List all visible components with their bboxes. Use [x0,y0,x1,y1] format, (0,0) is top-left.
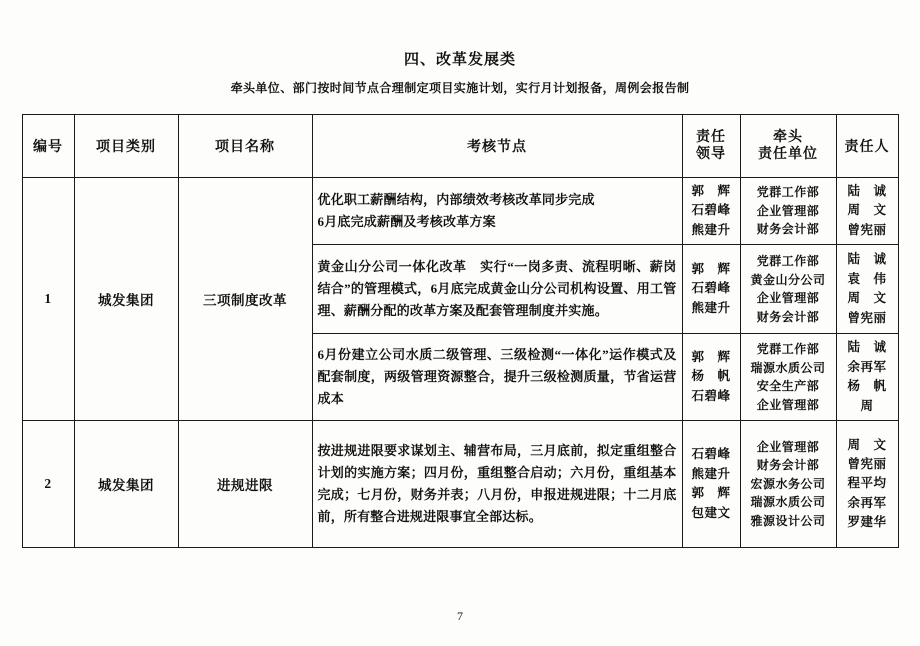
cell-unit [740,178,836,245]
unit-name: 党群工作部 [756,341,820,356]
cell-unit [740,421,836,548]
person-name: 袁 伟 [847,271,887,286]
person-name: 曾宪丽 [847,310,887,325]
leader-name: 郭 辉 [691,350,731,365]
unit-name: 企业管理部 [756,439,820,454]
person-name: 周 文 [847,203,887,218]
person-name: 余再军 [847,495,887,510]
cell-node: 按进规进限要求谋划主、辅营布局，三月底前，拟定重组整合计划的实施方案；四月份，重组整合启动；六月份，重组基本完成；七月份，财务并表；八月份，申报进规进限；十二月底前，所有整合进规进限事宜全部达标。 [312,421,682,548]
leader-name: 熊建升 [691,222,731,237]
person-name: 陆 诚 [847,184,887,198]
person-name: 曾宪丽 [847,457,887,472]
unit-name: 雅源设计公司 [750,514,826,529]
page-title: 四、改革发展类 [403,52,516,68]
table-body [22,178,898,548]
leader-name: 郭 辉 [691,262,731,277]
cell-leader [682,245,740,334]
cell-category: 城发集团 [74,421,178,548]
unit-name: 财务会计部 [756,458,820,473]
unit-name: 财务会计部 [756,309,820,324]
person-name: 罗建华 [847,515,887,530]
leader-name: 郭 辉 [691,184,731,198]
cell-project-name: 进规进限 [178,421,312,548]
cell-leader [682,421,740,548]
cell-person [836,421,898,548]
cell-leader [682,178,740,245]
cell-project-name: 三项制度改革 [178,178,312,421]
cell-num: 1 [22,178,74,421]
leader-name: 石碧峰 [691,388,731,403]
person-name: 周 文 [847,291,887,306]
cell-node: 6月份建立公司水质二级管理、三级检测“一体化”运作模式及配套制度，两级管理资源整合，提升三级检测质量，节省运营成本 [312,334,682,421]
page-subtitle: 牵头单位、部门按时间节点合理制定项目实施计划，实行月计划报备，周例会报告制 [230,81,690,95]
cell-node: 优化职工薪酬结构，内部绩效考核改革同步完成 6月底完成薪酬及考核改革方案 [312,178,682,245]
header-unit-line2: 责任单位 [758,147,818,162]
unit-name: 党群工作部 [756,185,820,200]
header-person: 责任人 [836,115,898,178]
header-category: 项目类别 [74,115,178,178]
header-num: 编号 [22,115,74,178]
unit-name: 宏源水务公司 [750,476,826,491]
person-name: 陆 诚 [847,340,887,355]
cell-category: 城发集团 [74,178,178,421]
unit-name: 瑞源水质公司 [750,495,826,510]
person-name: 曾宪丽 [847,222,887,237]
header-unit-line1: 牵头 [773,129,803,145]
page-number: 7 [457,609,463,623]
header-node: 考核节点 [312,115,682,178]
unit-name: 企业管理部 [756,203,820,218]
header-leader-line2: 领导 [696,147,726,162]
leader-name: 熊建升 [691,466,731,481]
cell-person [836,245,898,334]
leader-name: 包建文 [691,505,731,520]
header-leader [682,115,740,178]
cell-num: 2 [22,421,74,548]
header-unit [740,115,836,178]
cell-person [836,334,898,421]
cell-person [836,178,898,245]
leader-name: 石碧峰 [691,203,731,218]
person-name: 程平均 [847,476,887,491]
unit-name: 党群工作部 [756,253,820,268]
unit-name: 瑞源水质公司 [750,360,826,375]
person-name: 余再军 [847,359,887,374]
unit-name: 企业管理部 [756,397,820,412]
leader-name: 熊建升 [691,300,731,315]
unit-name: 财务会计部 [756,222,820,237]
cell-node: 黄金山分公司一体化改革 实行“一岗多责、流程明晰、薪岗结合”的管理模式，6月底完成黄金山分公司机构设置、用工管理、薪酬分配的改革方案及配套管理制度并实施。 [312,245,682,334]
unit-name: 黄金山分公司 [750,272,826,287]
table-row [22,178,898,245]
leader-name: 石碧峰 [691,281,731,296]
table-header-row [22,115,898,178]
unit-name: 安全生产部 [756,379,820,394]
header-project-name: 项目名称 [178,115,312,178]
cell-unit [740,334,836,421]
person-name: 周 [860,398,874,413]
reform-projects-table [22,114,899,548]
table-row [22,421,898,548]
unit-name: 企业管理部 [756,291,820,306]
header-leader-line1: 责任 [696,129,726,145]
leader-name: 石碧峰 [691,447,731,462]
leader-name: 杨 帆 [691,369,731,384]
cell-leader [682,334,740,421]
person-name: 杨 帆 [847,379,887,394]
cell-unit [740,245,836,334]
person-name: 陆 诚 [847,252,887,267]
person-name: 周 文 [847,437,887,452]
leader-name: 郭 辉 [691,486,731,501]
